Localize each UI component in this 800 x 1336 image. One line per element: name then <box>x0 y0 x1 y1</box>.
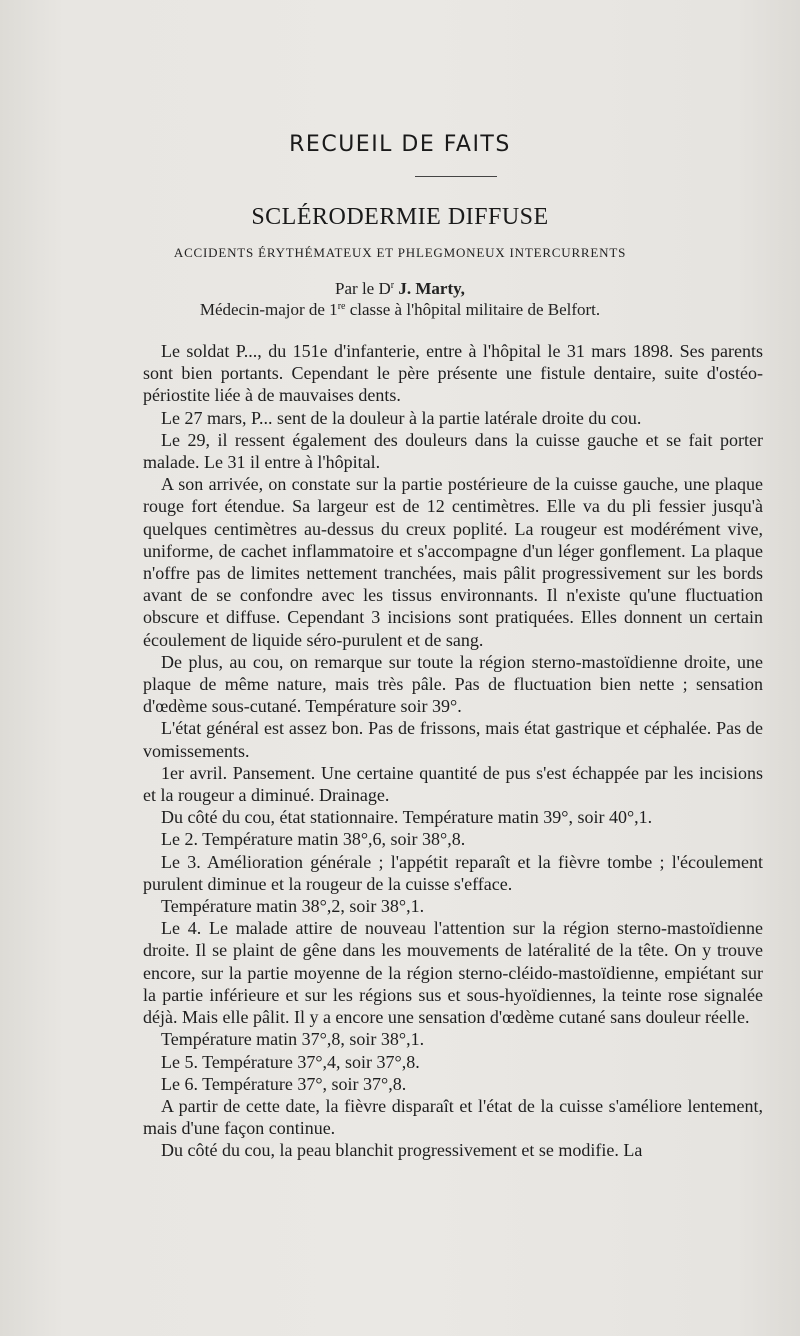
byline-prefix: Par le D <box>335 279 391 298</box>
section-heading: RECUEIL DE FAITS <box>289 132 511 157</box>
title-divider <box>415 176 497 177</box>
paragraph: A son arrivée, on constate sur la partie postérieure de la cuisse gauche, une plaque rouge fort étendue. Sa largeur est de 12 centimètres. Elle va du pli fessier jusqu'à quelques centimètres au-dessus du creux poplité. La rougeur est modérément vive, uniforme, de cachet inflammatoire et s'accompagne d'un léger gonflement. La plaque n'offre pas de limites nettement tranchées, mais pâlit progressivement sur les bords avant de se confondre avec les tissus environnants. Il n'existe qu'une fluctuation obscure et diffuse. Cependant 3 incisions sont pratiquées. Elles donnent un certain écoulement de liquide séro-purulent et de sang. <box>143 474 763 650</box>
article-body <box>143 340 763 1162</box>
affiliation-part-a: Médecin-major de 1 <box>199 300 338 319</box>
paragraph: Le 4. Le malade attire de nouveau l'attention sur la région sterno-mastoïdienne droite. Il se plaint de gêne dans les mouvements de latéralité de la tête. On y trouve encore, sur la partie moyenne de la région sterno-cléido-mastoïdienne, empiétant sur la partie inférieure et sur les régions sus et sous-hyoïdiennes, la teinte rose signalée déjà. Mais elle pâlit. Il y a encore une sensation d'œdème cutané sans douleur réelle. <box>143 918 763 1028</box>
author-affiliation <box>0 300 800 320</box>
byline-superscript: r <box>390 280 395 291</box>
paragraph: Le soldat P..., du 151e d'infanterie, entre à l'hôpital le 31 mars 1898. Ses parents sont bien portants. Cependant le père présente une fistule dentaire, suite d'ostéo-périostite liée à de mauvaises dents. <box>143 341 763 406</box>
paragraph: Du côté du cou, la peau blanchit progressivement et se modifie. La <box>161 1140 643 1161</box>
paragraph: Le 6. Température 37°, soir 37°,8. <box>161 1073 407 1094</box>
author-byline <box>0 279 800 299</box>
paragraph: Le 27 mars, P... sent de la douleur à la partie latérale droite du cou. <box>161 407 642 428</box>
paragraph: 1er avril. Pansement. Une certaine quantité de pus s'est échappée par les incisions et la rougeur a diminué. Drainage. <box>143 762 763 806</box>
paragraph: Du côté du cou, état stationnaire. Température matin 39°, soir 40°,1. <box>161 807 653 828</box>
paragraph: Le 5. Température 37°,4, soir 37°,8. <box>161 1051 420 1072</box>
author-name: J. Marty, <box>398 279 465 298</box>
paragraph: Le 2. Température matin 38°,6, soir 38°,8. <box>161 829 466 850</box>
paragraph: Température matin 37°,8, soir 38°,1. <box>161 1029 425 1050</box>
paragraph: L'état général est assez bon. Pas de frissons, mais état gastrique et céphalée. Pas de vomissements. <box>143 718 763 761</box>
paragraph: De plus, au cou, on remarque sur toute la région sterno-mastoïdienne droite, une plaque de même nature, mais très pâle. Pas de fluctuation bien nette ; sensation d'œdème sous-cutané. Température soir 39°. <box>143 651 763 717</box>
paragraph: Température matin 38°,2, soir 38°,1. <box>161 896 425 917</box>
article-subtitle: ACCIDENTS ÉRYTHÉMATEUX ET PHLEGMONEUX INTERCURRENTS <box>173 245 627 260</box>
affiliation-part-b: classe à l'hôpital militaire de Belfort. <box>345 300 601 319</box>
paragraph: A partir de cette date, la fièvre disparaît et l'état de la cuisse s'améliore lentement, mais d'une façon continue. <box>143 1095 763 1139</box>
article-title: SCLÉRODERMIE DIFFUSE <box>251 204 549 230</box>
affiliation-superscript: re <box>337 301 346 312</box>
paragraph: Le 29, il ressent également des douleurs dans la cuisse gauche et se fait porter malade. Le 31 il entre à l'hôpital. <box>143 429 763 473</box>
paragraph: Le 3. Amélioration générale ; l'appétit reparaît et la fièvre tombe ; l'écoulement purulent diminue et la rougeur de la cuisse s'efface. <box>143 851 763 894</box>
